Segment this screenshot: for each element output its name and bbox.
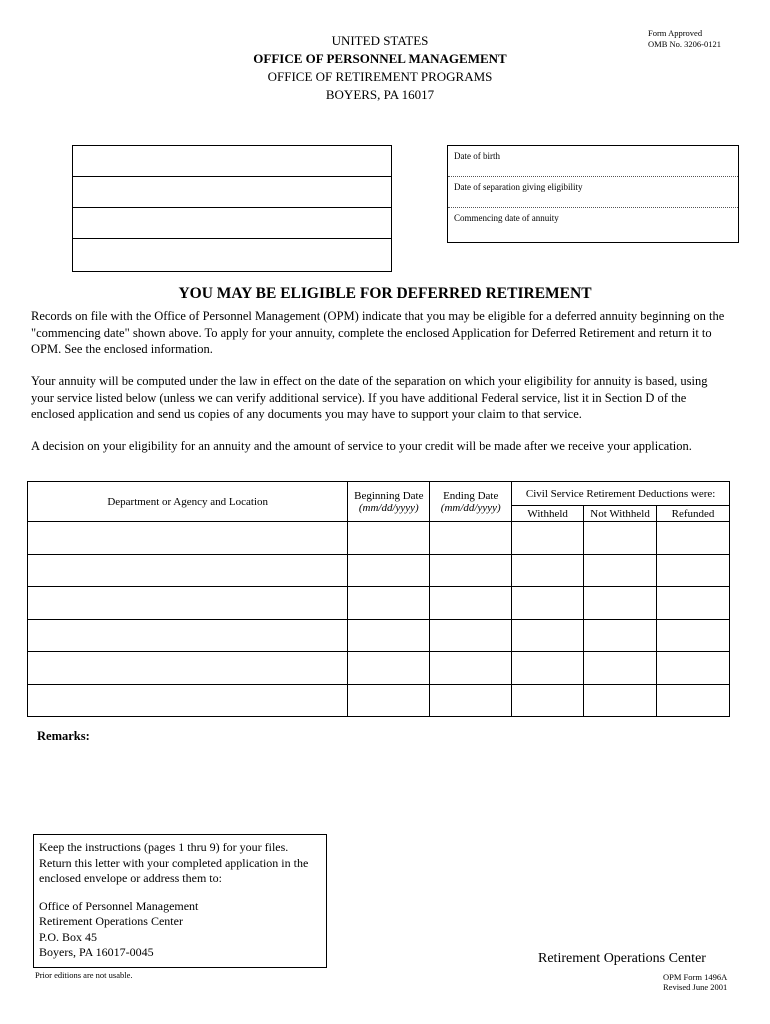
not-withheld-cell[interactable] (584, 587, 657, 620)
not-withheld-cell[interactable] (584, 652, 657, 685)
form-number (663, 972, 727, 992)
begin-date-header (348, 482, 430, 522)
date-of-birth-field[interactable]: Date of birth (448, 146, 738, 177)
refunded-cell[interactable] (657, 587, 730, 620)
commencing-date-field[interactable]: Commencing date of annuity (454, 213, 559, 223)
header-line-3: OFFICE OF RETIREMENT PROGRAMS (267, 69, 493, 84)
begin-cell[interactable] (348, 522, 430, 555)
form-revision-line: Revised June 2001 (663, 982, 728, 992)
dept-cell[interactable] (28, 652, 348, 685)
not-withheld-cell[interactable] (584, 522, 657, 555)
end-cell[interactable] (430, 684, 512, 717)
end-date-format: (mm/dd/yyyy) (440, 501, 501, 514)
header-line-2: OFFICE OF PERSONNEL MANAGEMENT (253, 51, 507, 66)
end-date-header (430, 482, 512, 522)
refunded-cell[interactable] (657, 554, 730, 587)
address-line-1[interactable] (73, 146, 391, 177)
end-cell[interactable] (430, 587, 512, 620)
dept-cell[interactable] (28, 554, 348, 587)
begin-cell[interactable] (348, 587, 430, 620)
table-row (28, 619, 730, 652)
service-table (27, 481, 730, 717)
end-cell[interactable] (430, 554, 512, 587)
address-line-3[interactable] (73, 208, 391, 239)
begin-cell[interactable] (348, 619, 430, 652)
instructions-line-3: enclosed envelope or address them to: (39, 871, 222, 885)
dates-box (447, 145, 739, 243)
retirement-operations-center: Retirement Operations Center (538, 951, 706, 966)
begin-cell[interactable] (348, 652, 430, 685)
withheld-header: Withheld (512, 506, 584, 522)
table-row (28, 522, 730, 555)
address-line-4[interactable] (73, 239, 391, 269)
withheld-cell[interactable] (512, 554, 584, 587)
dept-cell[interactable] (28, 522, 348, 555)
refunded-cell[interactable] (657, 522, 730, 555)
end-cell[interactable] (430, 652, 512, 685)
not-withheld-cell[interactable] (584, 684, 657, 717)
form-approved-notice (648, 28, 721, 50)
page-title: YOU MAY BE ELIGIBLE FOR DEFERRED RETIREMENT (178, 285, 592, 302)
withheld-cell[interactable] (512, 522, 584, 555)
table-row (28, 652, 730, 685)
begin-date-label: Beginning Date (354, 489, 424, 502)
table-row (28, 587, 730, 620)
withheld-cell[interactable] (512, 619, 584, 652)
end-cell[interactable] (430, 522, 512, 555)
paragraph-records: Records on file with the Office of Personnel Management (OPM) indicate that you may be eligible for a deferred annuity beginning on the "commencing date" shown above. To apply for your annuity, complete the enclosed Application for Deferred Retirement and return it to OPM. See the enclosed information. (31, 309, 725, 356)
refunded-header: Refunded (657, 506, 730, 522)
dept-header: Department or Agency and Location (28, 482, 348, 522)
withheld-cell[interactable] (512, 684, 584, 717)
refunded-cell[interactable] (657, 619, 730, 652)
address-office: Office of Personnel Management (39, 898, 199, 913)
dept-cell[interactable] (28, 684, 348, 717)
paragraph-decision: A decision on your eligibility for an annuity and the amount of service to your credit will be made after we receive your application. (31, 439, 692, 453)
form-approved-label: Form Approved (648, 28, 703, 38)
refunded-cell[interactable] (657, 652, 730, 685)
instructions-line-1: Keep the instructions (pages 1 thru 9) for your files. (39, 840, 289, 854)
dept-cell[interactable] (28, 587, 348, 620)
end-date-label: Ending Date (443, 489, 499, 502)
form-number-line: OPM Form 1496A (663, 972, 728, 982)
begin-cell[interactable] (348, 684, 430, 717)
address-po-box: P.O. Box 45 (39, 929, 98, 944)
table-row (28, 684, 730, 717)
not-withheld-cell[interactable] (584, 619, 657, 652)
begin-date-format: (mm/dd/yyyy) (358, 501, 419, 514)
withheld-cell[interactable] (512, 652, 584, 685)
not-withheld-cell[interactable] (584, 554, 657, 587)
dept-cell[interactable] (28, 619, 348, 652)
letter-header (200, 32, 560, 104)
table-row (28, 554, 730, 587)
header-line-1: UNITED STATES (331, 33, 429, 48)
address-center: Retirement Operations Center (39, 914, 183, 928)
omb-number: OMB No. 3206-0121 (648, 39, 721, 49)
instructions-line-2: Return this letter with your completed application in the (39, 855, 309, 870)
header-line-4: BOYERS, PA 16017 (325, 87, 435, 102)
address-line-2[interactable] (73, 177, 391, 208)
refunded-cell[interactable] (657, 684, 730, 717)
date-of-separation-field[interactable]: Date of separation giving eligibility (448, 177, 738, 208)
end-cell[interactable] (430, 619, 512, 652)
remarks-label: Remarks: (37, 729, 90, 743)
csrd-header: Civil Service Retirement Deductions were: (512, 482, 730, 506)
address-city: Boyers, PA 16017-0045 (39, 945, 154, 959)
name-address-box (72, 145, 392, 272)
not-withheld-header: Not Withheld (584, 506, 657, 522)
paragraph-annuity: Your annuity will be computed under the law in effect on the date of the separation on which your eligibility for annuity is based, using your service listed below (unless we can verify additional service). If you have additional Federal service, list it in Section D of the enclosed application and send us copies of any documents you may have to support your claim to that service. (31, 374, 708, 421)
prior-editions-note: Prior editions are not usable. (35, 970, 133, 980)
instructions-box (33, 834, 327, 968)
begin-cell[interactable] (348, 554, 430, 587)
withheld-cell[interactable] (512, 587, 584, 620)
